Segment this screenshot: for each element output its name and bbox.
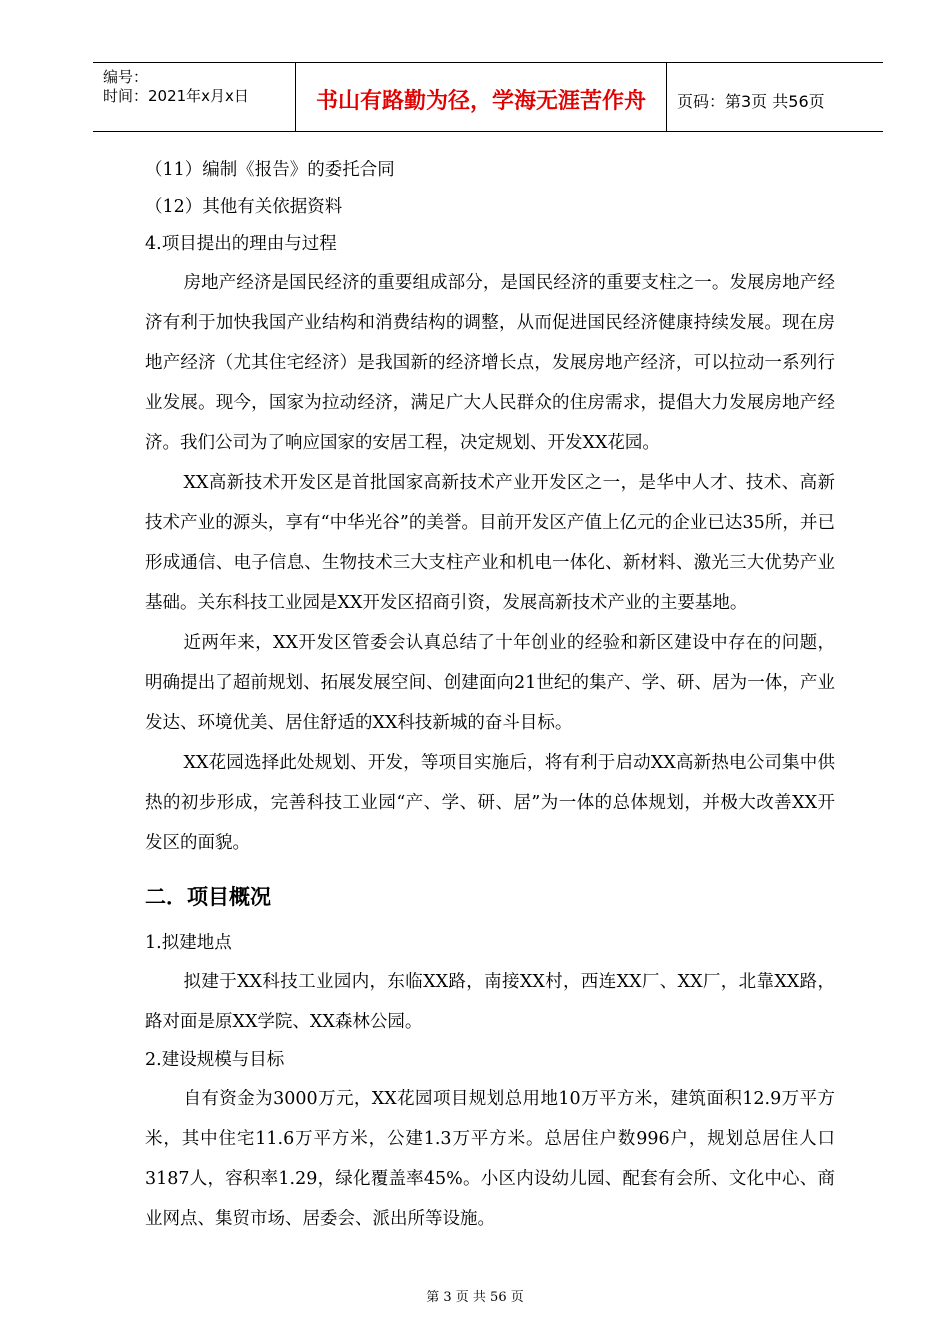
header-info-cell — [93, 63, 295, 131]
header-page-cell — [667, 63, 883, 131]
doc-number-label: 编号： — [103, 68, 149, 86]
page-footer: 第 3 页 共 56 页 — [426, 1290, 524, 1305]
section-heading: 1.拟建地点 — [145, 933, 232, 953]
section-heading: 4.项目提出的理由与过程 — [145, 234, 337, 254]
section-heading: 2.建设规模与目标 — [145, 1050, 285, 1070]
chapter-heading: 二．项目概况 — [145, 885, 271, 909]
paragraph: 房地产经济是国民经济的重要组成部分，是国民经济的重要支柱之一。发展房地产经济有利于加快我国产业结构和消费结构的调整，从而促进国民经济健康持续发展。现在房地产经济（尤其住宅经济）是我国新的经济增长点，发展房地产经济，可以拉动一系列行业发展。现今，国家为拉动经济，满足广大人民群众的住房需求，提倡大力发展房地产经济。我们公司为了响应国家的安居工程，决定规划、开发XX花园。 — [145, 273, 835, 453]
header-motto-cell — [295, 63, 667, 131]
document-body — [145, 152, 835, 1239]
paragraph: 近两年来，XX开发区管委会认真总结了十年创业的经验和新区建设中存在的问题，明确提出了超前规划、拓展发展空间、创建面向21世纪的集产、学、研、居为一体，产业发达、环境优美、居住舒适的XX科技新城的奋斗目标。 — [145, 633, 835, 733]
paragraph: XX高新技术开发区是首批国家高新技术产业开发区之一，是华中人才、技术、高新技术产业的源头，享有“中华光谷”的美誉。目前开发区产值上亿元的企业已达35所，并已形成通信、电子信息、生物技术三大支柱产业和机电一体化、新材料、激光三大优势产业基础。关东科技工业园是XX开发区招商引资，发展高新技术产业的主要基地。 — [145, 473, 835, 613]
paragraph: 拟建于XX科技工业园内，东临XX路，南接XX村，西连XX厂、XX厂，北靠XX路，路对面是原XX学院、XX森林公园。 — [145, 972, 835, 1032]
header-page-number: 页码：第3页 共56页 — [677, 92, 825, 111]
paragraph: 自有资金为3000万元，XX花园项目规划总用地10万平方米，建筑面积12.9万平方米，其中住宅11.6万平方米，公建1.3万平方米。总居住户数996户，规划总居住人口3187人，容积率1.29，绿化覆盖率45%。小区内设幼儿园、配套有会所、文化中心、商业网点、集贸市场、居委会、派出所等设施。 — [145, 1089, 835, 1229]
doc-time-label: 时间：2021年x月x日 — [103, 87, 249, 105]
header-motto: 书山有路勤为径，学海无涯苦作舟 — [315, 89, 646, 114]
list-item: （12）其他有关依据资料 — [145, 197, 343, 217]
paragraph: XX花园选择此处规划、开发，等项目实施后，将有利于启动XX高新热电公司集中供热的初步形成，完善科技工业园“产、学、研、居”为一体的总体规划，并极大改善XX开发区的面貌。 — [145, 753, 835, 853]
list-item: （11）编制《报告》的委托合同 — [145, 160, 395, 180]
page-header — [93, 62, 883, 132]
